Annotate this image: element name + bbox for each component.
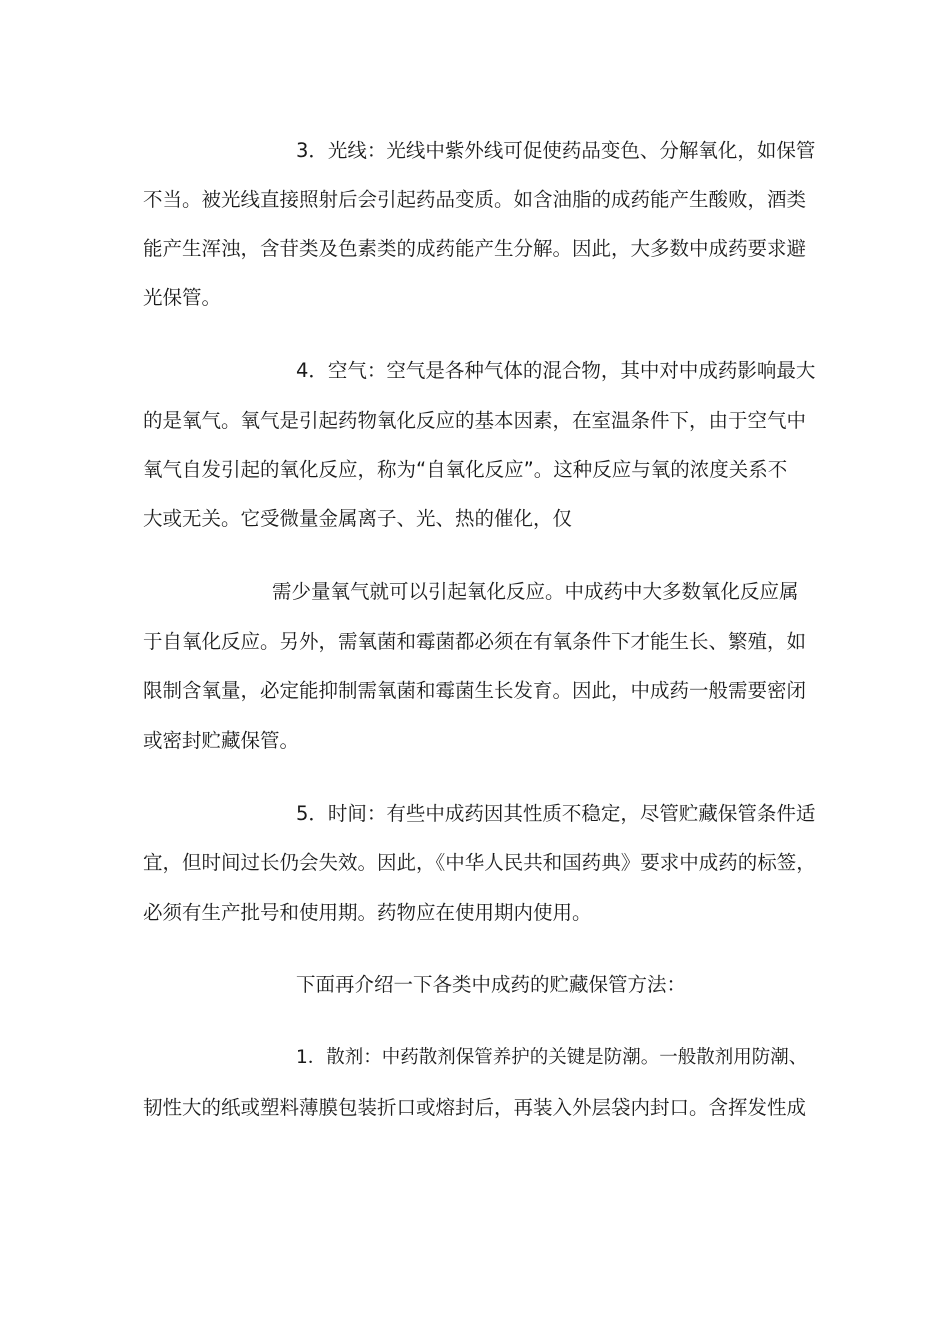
text-line: 氧气自发引起的氧化反应，称为“自氧化反应”。这种反应与氧的浓度关系不: [143, 458, 788, 481]
text-line: 或密封贮藏保管。: [143, 729, 300, 752]
text-line: 韧性大的纸或塑料薄膜包装折口或熔封后，再装入外层袋内封口。含挥发性成: [143, 1096, 807, 1119]
text-line: 宜，但时间过长仍会失效。因此，《中华人民共和国药典》要求中成药的标签，: [143, 851, 816, 874]
text-line: 大或无关。它受微量金属离子、光、热的催化，仅: [143, 507, 573, 530]
text-line: 4．空气：空气是各种气体的混合物，其中对中成药影响最大: [296, 359, 816, 382]
text-line: 3．光线：光线中紫外线可促使药品变色、分解氧化，如保管: [296, 139, 816, 162]
text-line: 下面再介绍一下各类中成药的贮藏保管方法：: [296, 973, 687, 996]
text-line: 光保管。: [143, 286, 222, 309]
text-line: 的是氧气。氧气是引起药物氧化反应的基本因素，在室温条件下，由于空气中: [143, 409, 807, 432]
text-line: 1．散剂：中药散剂保管养护的关键是防潮。一般散剂用防潮、: [296, 1047, 808, 1068]
text-line: 需少量氧气就可以引起氧化反应。中成药中大多数氧化反应属: [272, 580, 799, 603]
text-line: 5．时间：有些中成药因其性质不稳定，尽管贮藏保管条件适: [296, 802, 816, 825]
text-line: 能产生浑浊，含苷类及色素类的成药能产生分解。因此，大多数中成药要求避: [143, 237, 807, 260]
text-line: 必须有生产批号和使用期。药物应在使用期内使用。: [143, 901, 592, 924]
text-line: 限制含氧量，必定能抑制需氧菌和霉菌生长发育。因此，中成药一般需要密闭: [143, 679, 807, 702]
text-line: 不当。被光线直接照射后会引起药品变质。如含油脂的成药能产生酸败，酒类: [143, 188, 807, 211]
text-line: 于自氧化反应。另外，需氧菌和霉菌都必须在有氧条件下才能生长、繁殖，如: [143, 630, 807, 653]
